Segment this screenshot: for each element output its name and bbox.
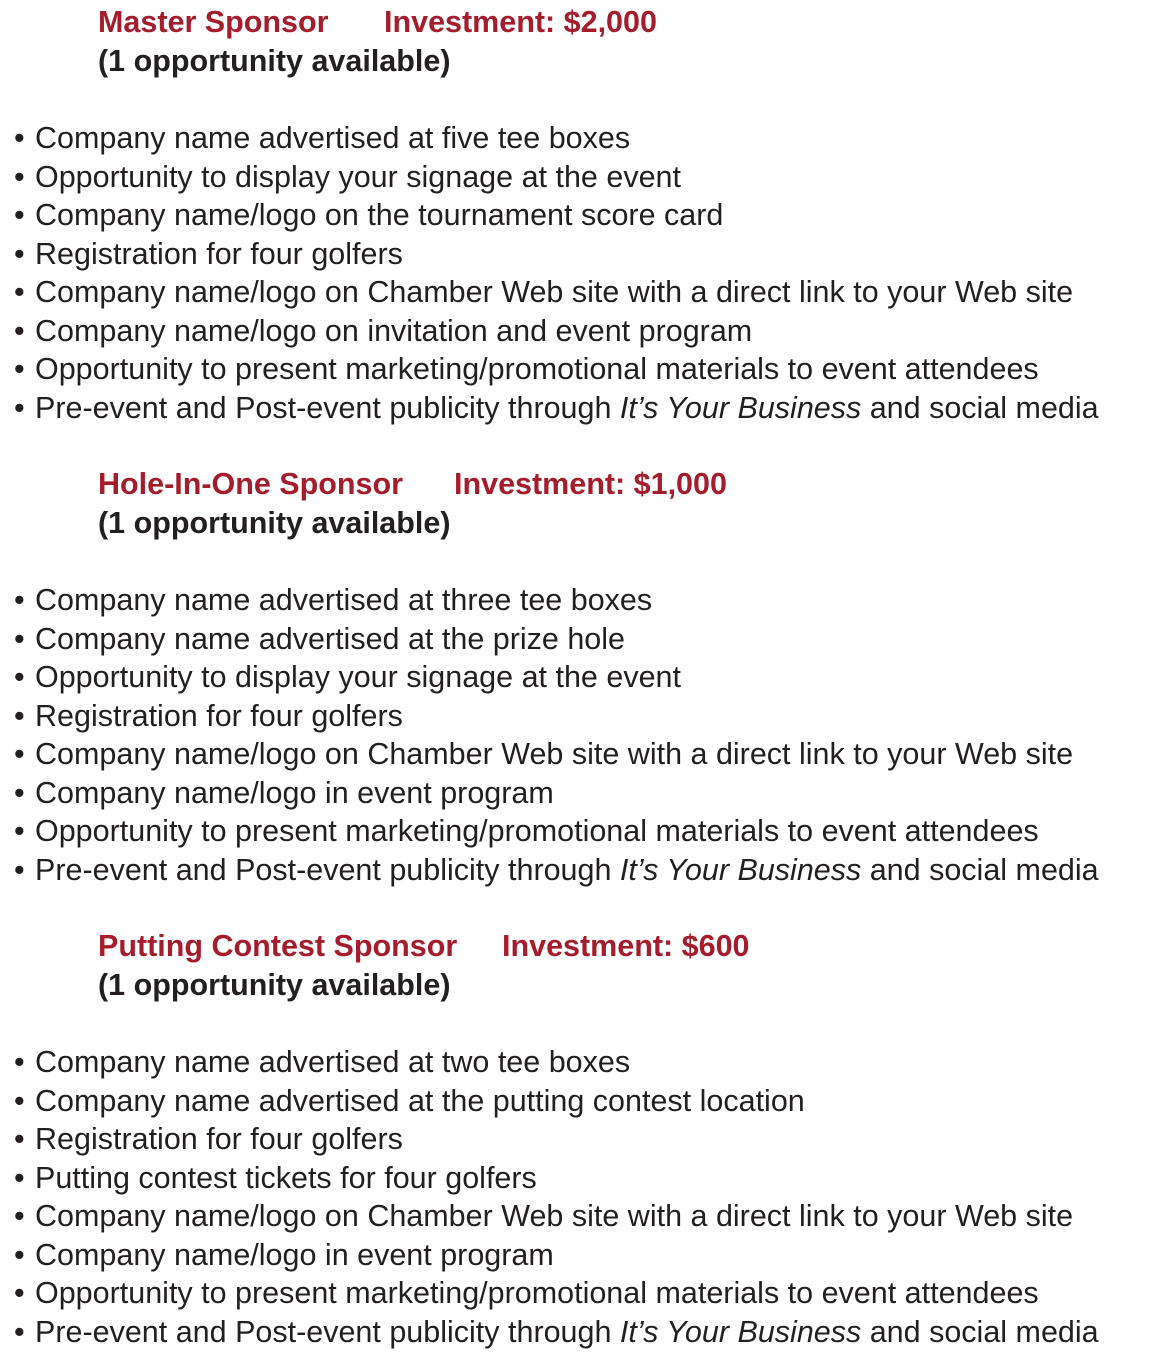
bullet-icon: • bbox=[14, 660, 25, 694]
benefit-item: • Company name advertised at three tee boxes bbox=[0, 581, 1099, 620]
bullet-icon: • bbox=[14, 1314, 25, 1349]
publication-title: It’s Your Business bbox=[619, 852, 862, 887]
bullet-icon: • bbox=[14, 352, 25, 386]
benefit-item: • Company name/logo on the tournament score card bbox=[0, 196, 1099, 235]
bullet-icon: • bbox=[14, 121, 25, 155]
bullet-icon: • bbox=[14, 1160, 25, 1195]
sponsor-heading bbox=[98, 926, 750, 966]
benefit-item: • Company name/logo on invitation and event program bbox=[0, 312, 1099, 351]
benefit-item: • Company name advertised at the putting contest location bbox=[0, 1082, 1099, 1121]
bullet-icon: • bbox=[14, 198, 25, 232]
benefit-item: • Opportunity to display your signage at the event bbox=[0, 158, 1099, 197]
benefit-item: • Registration for four golfers bbox=[0, 697, 1099, 736]
benefit-item: • Registration for four golfers bbox=[0, 235, 1099, 274]
benefit-item: • Company name advertised at the prize hole bbox=[0, 620, 1099, 659]
sponsor-heading bbox=[98, 2, 657, 42]
bullet-icon: • bbox=[14, 1237, 25, 1272]
bullet-icon: • bbox=[14, 275, 25, 309]
sponsor-availability: (1 opportunity available) bbox=[98, 968, 451, 1002]
sponsor-level-title: Putting Contest Sponsor bbox=[98, 929, 458, 963]
bullet-icon: • bbox=[14, 159, 25, 194]
bullet-icon: • bbox=[14, 1199, 25, 1233]
benefit-item: • Company name/logo on Chamber Web site with a direct link to your Web site bbox=[0, 273, 1099, 312]
publication-title: It’s Your Business bbox=[619, 390, 862, 425]
benefit-item: • Putting contest tickets for four golfers bbox=[0, 1159, 1099, 1198]
benefit-item: • Opportunity to display your signage at the event bbox=[0, 658, 1099, 697]
benefit-item: • Company name advertised at five tee boxes bbox=[0, 119, 1099, 158]
benefit-item: • Company name/logo in event program bbox=[0, 774, 1099, 813]
sponsor-investment: Investment: $600 bbox=[502, 929, 750, 963]
bullet-icon: • bbox=[14, 1276, 25, 1310]
benefit-item: • Registration for four golfers bbox=[0, 1120, 1099, 1159]
benefit-item: • Opportunity to present marketing/promotional materials to event attendees bbox=[0, 812, 1099, 851]
sponsor-availability: (1 opportunity available) bbox=[98, 506, 451, 540]
benefit-list bbox=[0, 119, 1099, 427]
benefit-item: • Pre-event and Post-event publicity through It’s Your Business and social media bbox=[0, 851, 1099, 890]
bullet-icon: • bbox=[14, 1083, 25, 1118]
bullet-icon: • bbox=[14, 583, 25, 617]
sponsor-heading bbox=[98, 464, 727, 504]
benefit-list bbox=[0, 581, 1099, 889]
sponsor-availability: (1 opportunity available) bbox=[98, 44, 451, 78]
benefit-item: • Company name/logo on Chamber Web site with a direct link to your Web site bbox=[0, 1197, 1099, 1236]
bullet-icon: • bbox=[14, 852, 25, 887]
bullet-icon: • bbox=[14, 390, 25, 425]
sponsor-investment: Investment: $1,000 bbox=[454, 467, 727, 501]
bullet-icon: • bbox=[14, 814, 25, 848]
publication-title: It’s Your Business bbox=[619, 1314, 862, 1349]
sponsor-level-title: Hole-In-One Sponsor bbox=[98, 467, 403, 501]
benefit-list bbox=[0, 1043, 1099, 1351]
bullet-icon: • bbox=[14, 775, 25, 810]
benefit-item: • Pre-event and Post-event publicity through It’s Your Business and social media bbox=[0, 389, 1099, 428]
sponsor-level-title: Master Sponsor bbox=[98, 5, 329, 39]
benefit-item: • Company name/logo on Chamber Web site with a direct link to your Web site bbox=[0, 735, 1099, 774]
bullet-icon: • bbox=[14, 698, 25, 733]
bullet-icon: • bbox=[14, 1045, 25, 1079]
sponsor-investment: Investment: $2,000 bbox=[384, 5, 657, 39]
benefit-item: • Company name advertised at two tee boxes bbox=[0, 1043, 1099, 1082]
bullet-icon: • bbox=[14, 621, 25, 656]
benefit-item: • Opportunity to present marketing/promotional materials to event attendees bbox=[0, 1274, 1099, 1313]
benefit-item: • Pre-event and Post-event publicity through It’s Your Business and social media bbox=[0, 1313, 1099, 1352]
bullet-icon: • bbox=[14, 313, 25, 348]
benefit-item: • Company name/logo in event program bbox=[0, 1236, 1099, 1275]
bullet-icon: • bbox=[14, 236, 25, 271]
bullet-icon: • bbox=[14, 1122, 25, 1156]
bullet-icon: • bbox=[14, 737, 25, 771]
benefit-item: • Opportunity to present marketing/promotional materials to event attendees bbox=[0, 350, 1099, 389]
